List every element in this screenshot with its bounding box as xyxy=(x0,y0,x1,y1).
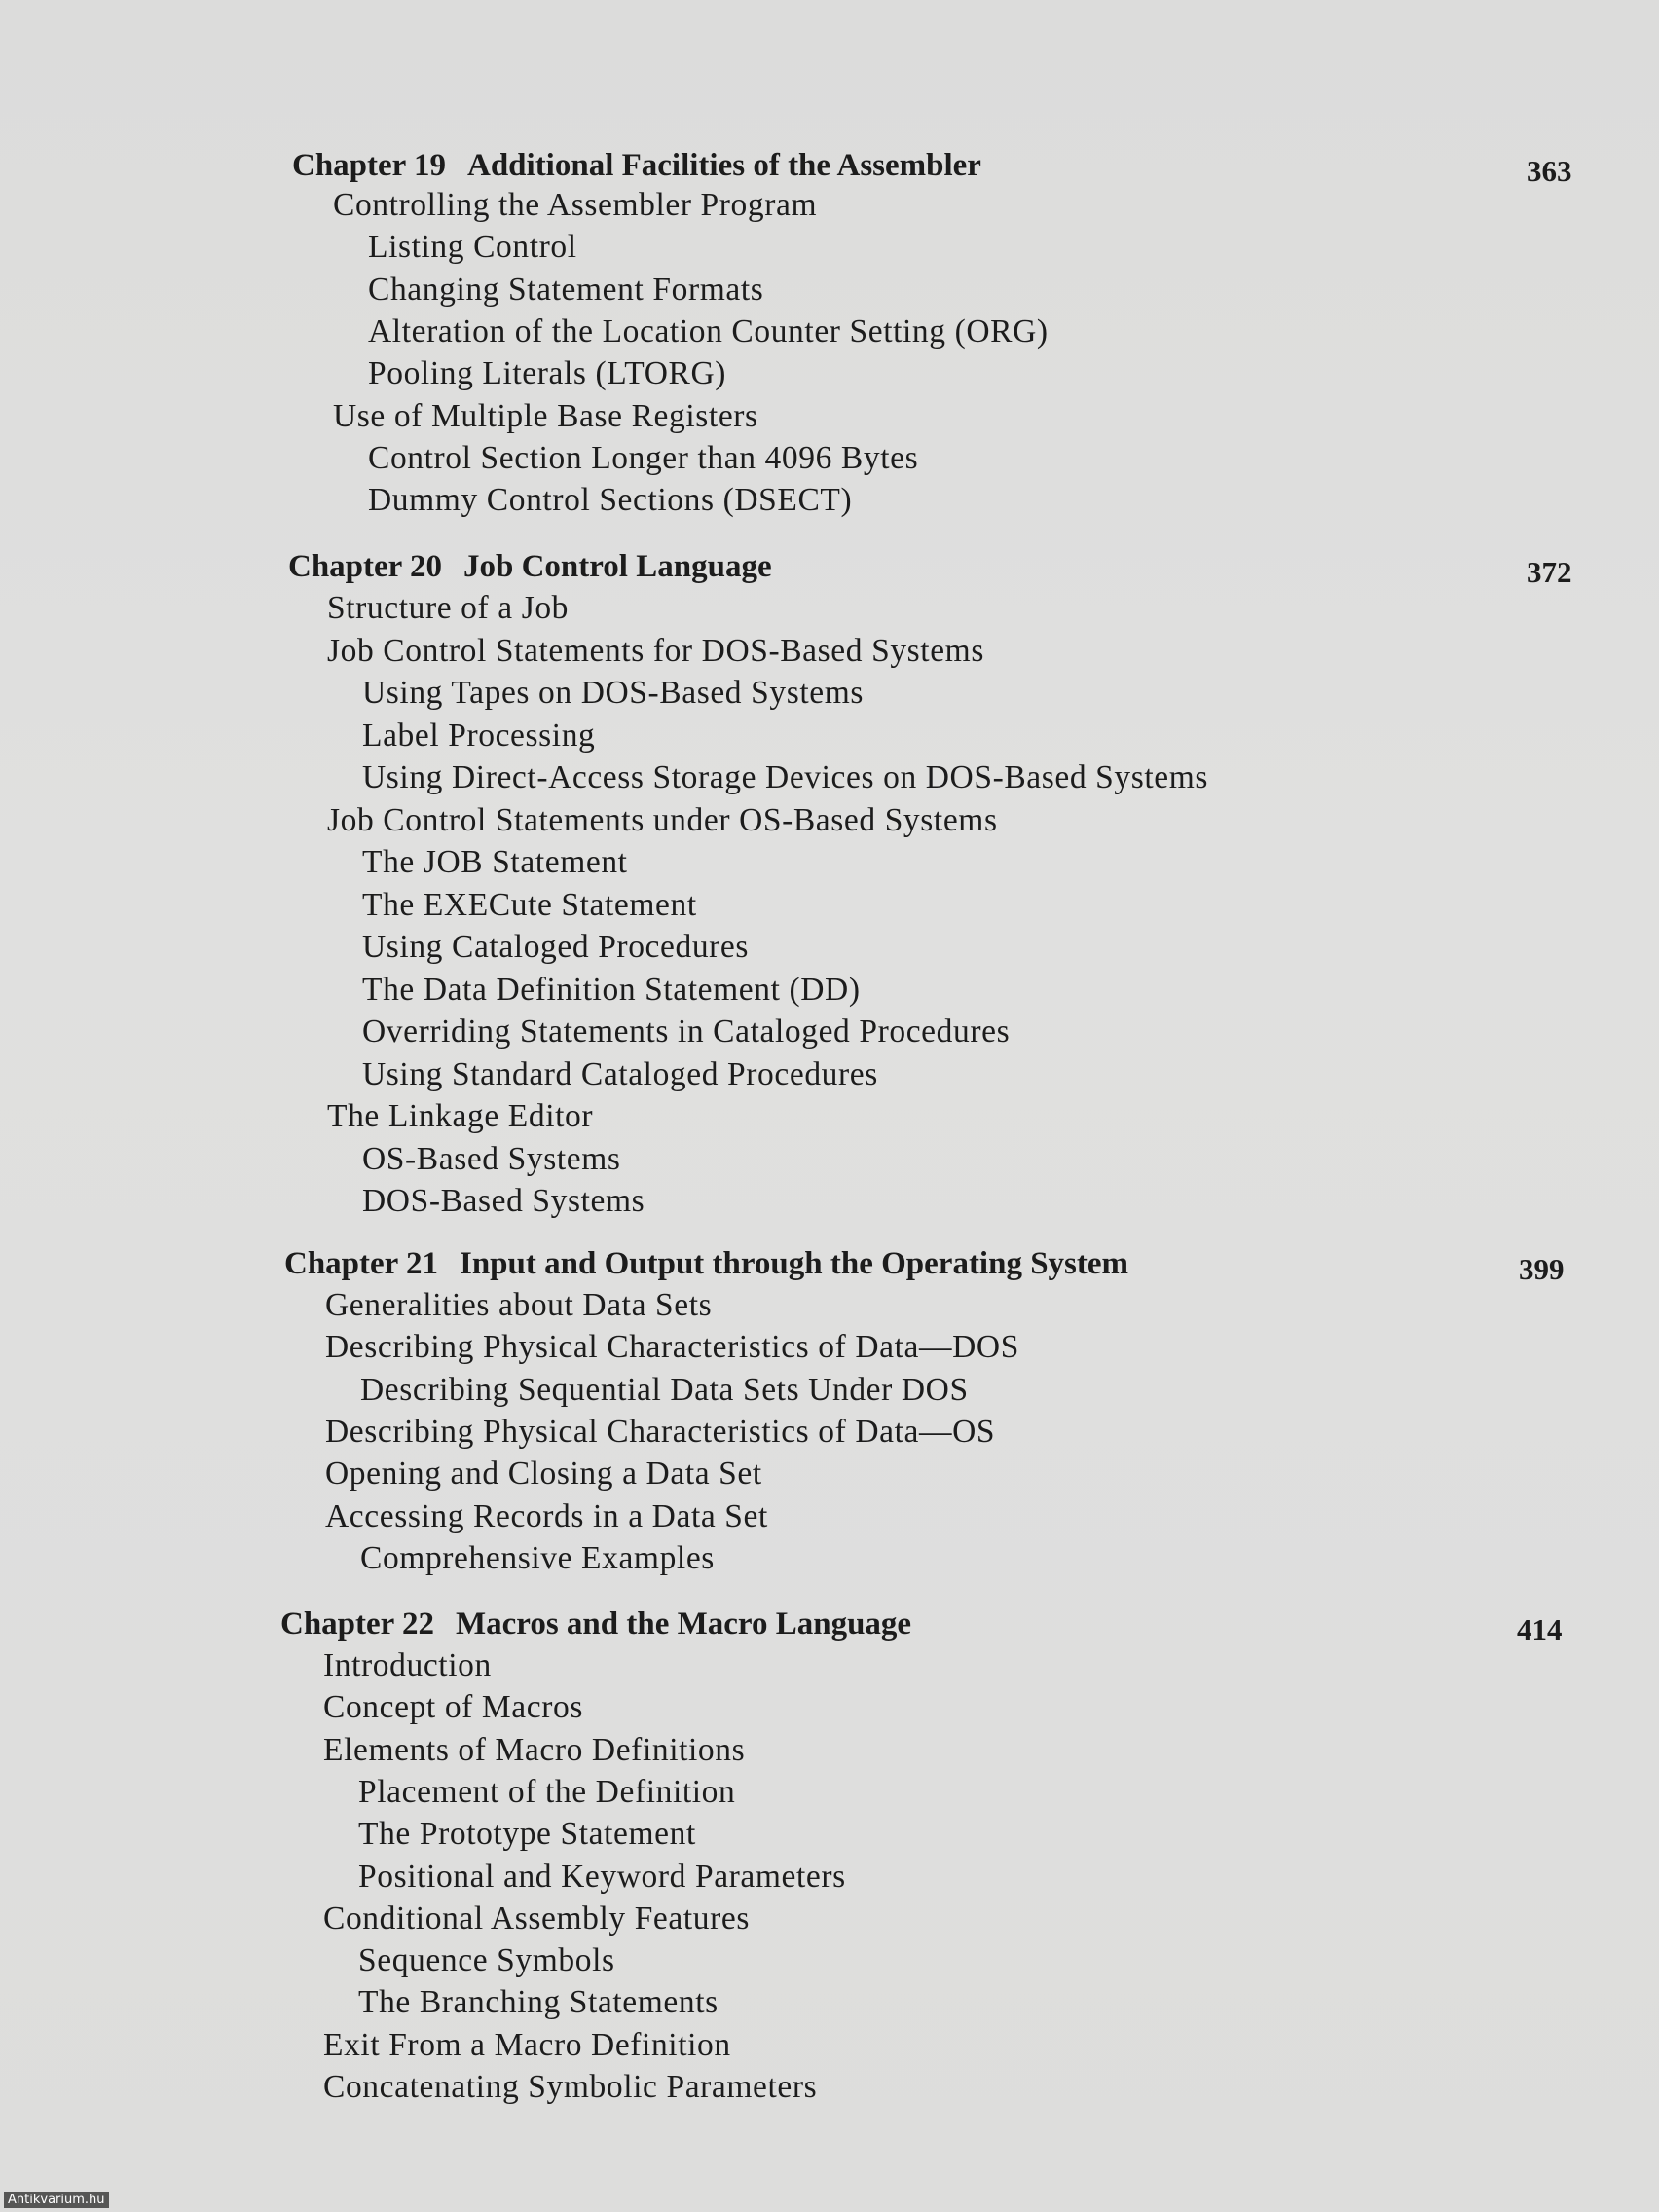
chapter-page-number: 363 xyxy=(1527,154,1572,188)
toc-section-entry: The Linkage Editor xyxy=(327,1098,594,1134)
toc-subsection-entry: Comprehensive Examples xyxy=(360,1540,715,1576)
toc-section-entry: Exit From a Macro Definition xyxy=(323,2027,731,2063)
toc-subsection-entry: The Prototype Statement xyxy=(358,1816,696,1852)
chapter-heading xyxy=(0,148,1659,191)
chapter-heading xyxy=(0,1606,1659,1649)
toc-subsection-entry: Dummy Control Sections (DSECT) xyxy=(368,482,853,518)
toc-section-entry: Structure of a Job xyxy=(327,590,570,626)
toc-subsection-entry: OS-Based Systems xyxy=(362,1141,621,1177)
toc-subsection-entry: Control Section Longer than 4096 Bytes xyxy=(368,440,919,476)
chapter-heading xyxy=(0,549,1659,592)
toc-subsection-entry: The EXECute Statement xyxy=(362,887,697,923)
toc-section-entry: Generalities about Data Sets xyxy=(325,1287,713,1323)
chapter-page-number: 399 xyxy=(1519,1252,1565,1286)
chapter-number: Chapter 19 xyxy=(292,148,446,183)
toc-subsection-entry: The JOB Statement xyxy=(362,844,628,880)
toc-section-entry: Accessing Records in a Data Set xyxy=(325,1498,768,1534)
toc-subsection-entry: Using Direct-Access Storage Devices on DOS-Based Systems xyxy=(362,759,1209,795)
toc-subsection-entry: Listing Control xyxy=(368,229,577,265)
toc-subsection-entry: Using Tapes on DOS-Based Systems xyxy=(362,675,865,711)
toc-section-entry: Opening and Closing a Data Set xyxy=(325,1456,762,1492)
toc-section-entry: Conditional Assembly Features xyxy=(323,1900,750,1936)
chapter-name: Input and Output through the Operating System xyxy=(459,1246,1129,1281)
toc-section-entry: Elements of Macro Definitions xyxy=(323,1732,746,1768)
toc-section-entry: Job Control Statements under OS-Based Systems xyxy=(327,802,998,838)
chapter-page-number: 414 xyxy=(1517,1612,1563,1646)
toc-subsection-entry: Using Cataloged Procedures xyxy=(362,929,750,965)
chapter-page-number: 372 xyxy=(1527,555,1572,589)
toc-subsection-entry: Label Processing xyxy=(362,718,596,754)
chapter-number: Chapter 21 xyxy=(284,1246,438,1281)
watermark: Antikvarium.hu xyxy=(4,2192,109,2208)
chapter-number: Chapter 22 xyxy=(280,1606,434,1641)
toc-subsection-entry: The Data Definition Statement (DD) xyxy=(362,972,861,1008)
toc-subsection-entry: Sequence Symbols xyxy=(358,1942,615,1978)
toc-section-entry: Job Control Statements for DOS-Based Systems xyxy=(327,633,984,669)
chapter-name: Additional Facilities of the Assembler xyxy=(466,148,981,183)
toc-subsection-entry: Overriding Statements in Cataloged Procedures xyxy=(362,1014,1011,1050)
chapter-21-section xyxy=(0,1246,1659,1576)
chapter-name: Macros and the Macro Language xyxy=(455,1606,912,1641)
toc-subsection-entry: Using Standard Cataloged Procedures xyxy=(362,1056,878,1092)
toc-section-entry: Introduction xyxy=(323,1647,492,1683)
toc-subsection-entry: Changing Statement Formats xyxy=(368,272,764,308)
chapter-title xyxy=(292,148,981,184)
toc-subsection-entry: Placement of the Definition xyxy=(358,1774,736,1810)
chapter-20-section xyxy=(0,549,1659,1219)
toc-section-entry: Describing Physical Characteristics of Data—DOS xyxy=(325,1329,1019,1365)
chapter-heading xyxy=(0,1246,1659,1289)
chapter-title xyxy=(280,1606,911,1642)
chapter-19-section xyxy=(0,148,1659,518)
chapter-22-section xyxy=(0,1606,1659,2105)
chapter-name: Job Control Language xyxy=(462,549,772,584)
chapter-title xyxy=(284,1246,1128,1282)
toc-subsection-entry: Pooling Literals (LTORG) xyxy=(368,355,726,391)
toc-section-entry: Concatenating Symbolic Parameters xyxy=(323,2069,818,2105)
toc-subsection-entry: Positional and Keyword Parameters xyxy=(358,1859,846,1895)
toc-subsection-entry: Alteration of the Location Counter Setting (ORG) xyxy=(368,313,1049,350)
toc-subsection-entry: The Branching Statements xyxy=(358,1984,719,2020)
toc-subsection-entry: Describing Sequential Data Sets Under DOS xyxy=(360,1372,969,1408)
chapter-title xyxy=(288,549,772,585)
toc-subsection-entry: DOS-Based Systems xyxy=(362,1183,645,1219)
toc-section-entry: Use of Multiple Base Registers xyxy=(333,398,758,434)
toc-section-entry: Describing Physical Characteristics of Data—OS xyxy=(325,1414,996,1450)
toc-section-entry: Controlling the Assembler Program xyxy=(333,187,818,223)
toc-section-entry: Concept of Macros xyxy=(323,1689,583,1725)
chapter-number: Chapter 20 xyxy=(288,549,442,584)
